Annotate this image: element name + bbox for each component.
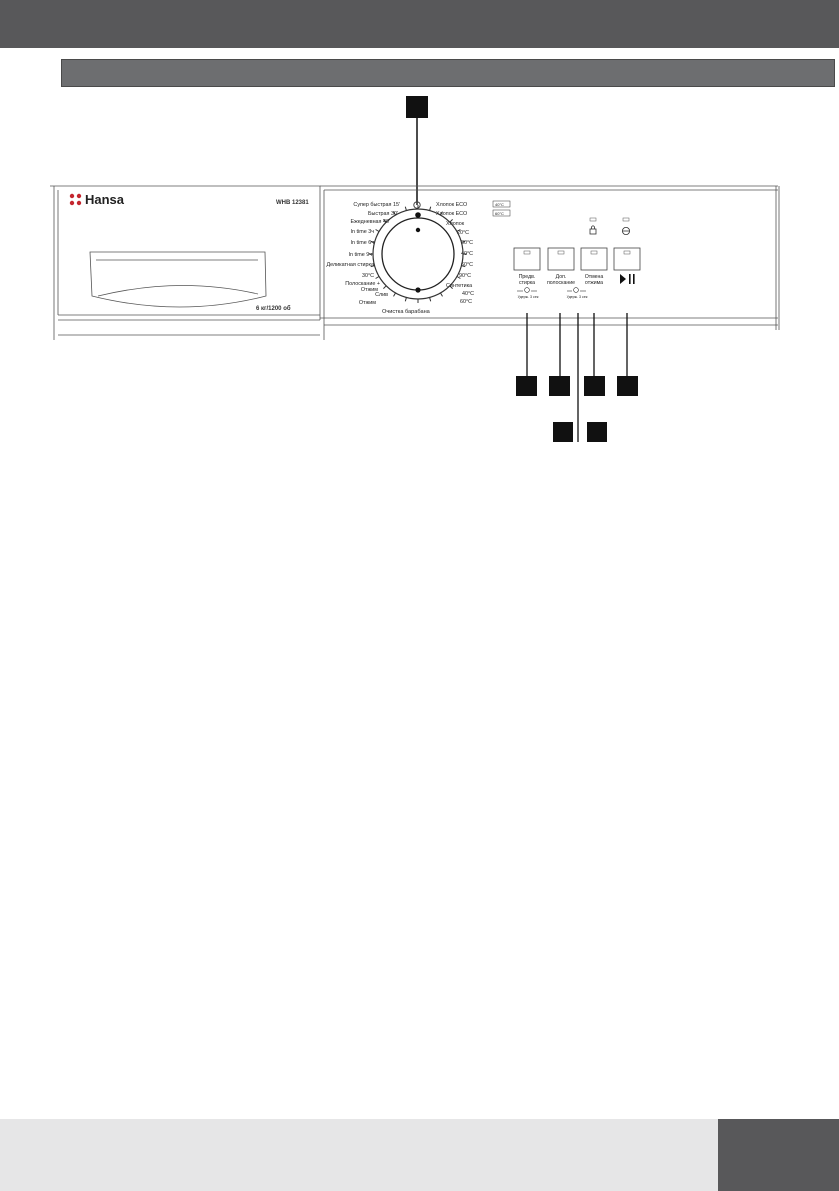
extra-rinse-button[interactable]	[548, 248, 574, 270]
cancel-spin-label-line1: Отмена	[584, 274, 604, 280]
callout-marker-extra-rinse	[549, 376, 570, 396]
start-pause-icon	[620, 274, 635, 284]
prewash-label-line1: Предв.	[518, 274, 536, 280]
program-label: Деликатная стирка	[326, 262, 374, 268]
brand-name: Hansa	[85, 192, 125, 207]
dial-tick	[405, 298, 406, 302]
lock-icon	[590, 226, 596, 234]
program-label: Быстрая 30'	[367, 211, 398, 217]
extra-rinse-label-line2: полоскание	[546, 280, 576, 286]
cancel-spin-label-line2: отжима	[584, 280, 604, 286]
program-label: Хлопок ECO	[436, 202, 468, 208]
power-icon	[414, 201, 420, 208]
callout-marker-dial	[406, 96, 428, 118]
eco-badge-60: 60°C	[495, 211, 504, 216]
door-lock-led	[590, 218, 596, 221]
callout-marker-start-pause	[617, 376, 638, 396]
program-label: Хлопок ECO	[436, 211, 468, 217]
extra-led	[623, 218, 629, 221]
program-label: Хлопок	[446, 221, 465, 227]
dial-tick	[405, 207, 406, 211]
prewash-hint: Удерж. 3 сек	[517, 295, 539, 299]
start-pause-button[interactable]	[614, 248, 640, 270]
dial-tick	[394, 293, 396, 296]
model-label: WHB 12381	[276, 200, 309, 206]
extra-rinse-label-line1: Доп.	[555, 274, 567, 280]
callout-marker-hold-right	[587, 422, 607, 442]
prewash-label-line2: стирка	[518, 280, 536, 286]
button-labels	[518, 274, 604, 299]
capacity-label: 6 кг/1200 об	[256, 306, 291, 312]
footer-page-box	[718, 1119, 839, 1191]
program-label: 90°C	[459, 273, 472, 279]
program-label: 30°C	[461, 240, 474, 246]
dial-tick	[430, 298, 431, 302]
program-label: In time 9ч	[348, 252, 372, 258]
program-label: 20°C	[457, 230, 470, 236]
footer-bar	[0, 1119, 839, 1191]
prewash-button[interactable]	[514, 248, 540, 270]
program-label: 60°C	[460, 299, 473, 305]
detergent-drawer	[50, 186, 320, 340]
callout-marker-cancel-spin	[584, 376, 605, 396]
program-label: Супер быстрая 15'	[353, 202, 400, 208]
eco-badges	[493, 201, 510, 216]
program-label: 30°C	[361, 273, 374, 279]
program-label: Отжим	[360, 287, 378, 293]
hint-icons	[517, 288, 586, 293]
drum-clean-label: Очистка барабана	[382, 309, 430, 315]
dial-tick	[376, 230, 379, 232]
program-label: In time 3ч	[350, 229, 374, 235]
callout-marker-prewash	[516, 376, 537, 396]
program-label: In time 6ч	[350, 240, 374, 246]
cancel-spin-hint: Удерж. 3 сек	[566, 295, 588, 299]
hansa-logo	[70, 194, 81, 205]
program-label: Слив	[375, 292, 388, 298]
dial-tick	[376, 277, 379, 279]
program-label: Полоскание +	[345, 281, 380, 287]
dial-tick	[430, 207, 431, 211]
program-label: Синтетика	[446, 283, 473, 289]
dial-tick	[441, 293, 443, 296]
drum-icon	[622, 227, 629, 234]
dial-tick	[383, 286, 386, 289]
program-label: Отжим	[358, 300, 376, 306]
eco-badge-40: 40°C	[495, 202, 504, 207]
program-label: 40°C	[462, 291, 475, 297]
callout-marker-hold-left	[553, 422, 573, 442]
program-label: 40°C	[461, 251, 474, 257]
callout-leaders	[527, 313, 627, 442]
program-label: Ежедневная 40'	[350, 219, 390, 225]
cancel-spin-button[interactable]	[581, 248, 607, 270]
program-label: 60°C	[461, 262, 474, 268]
